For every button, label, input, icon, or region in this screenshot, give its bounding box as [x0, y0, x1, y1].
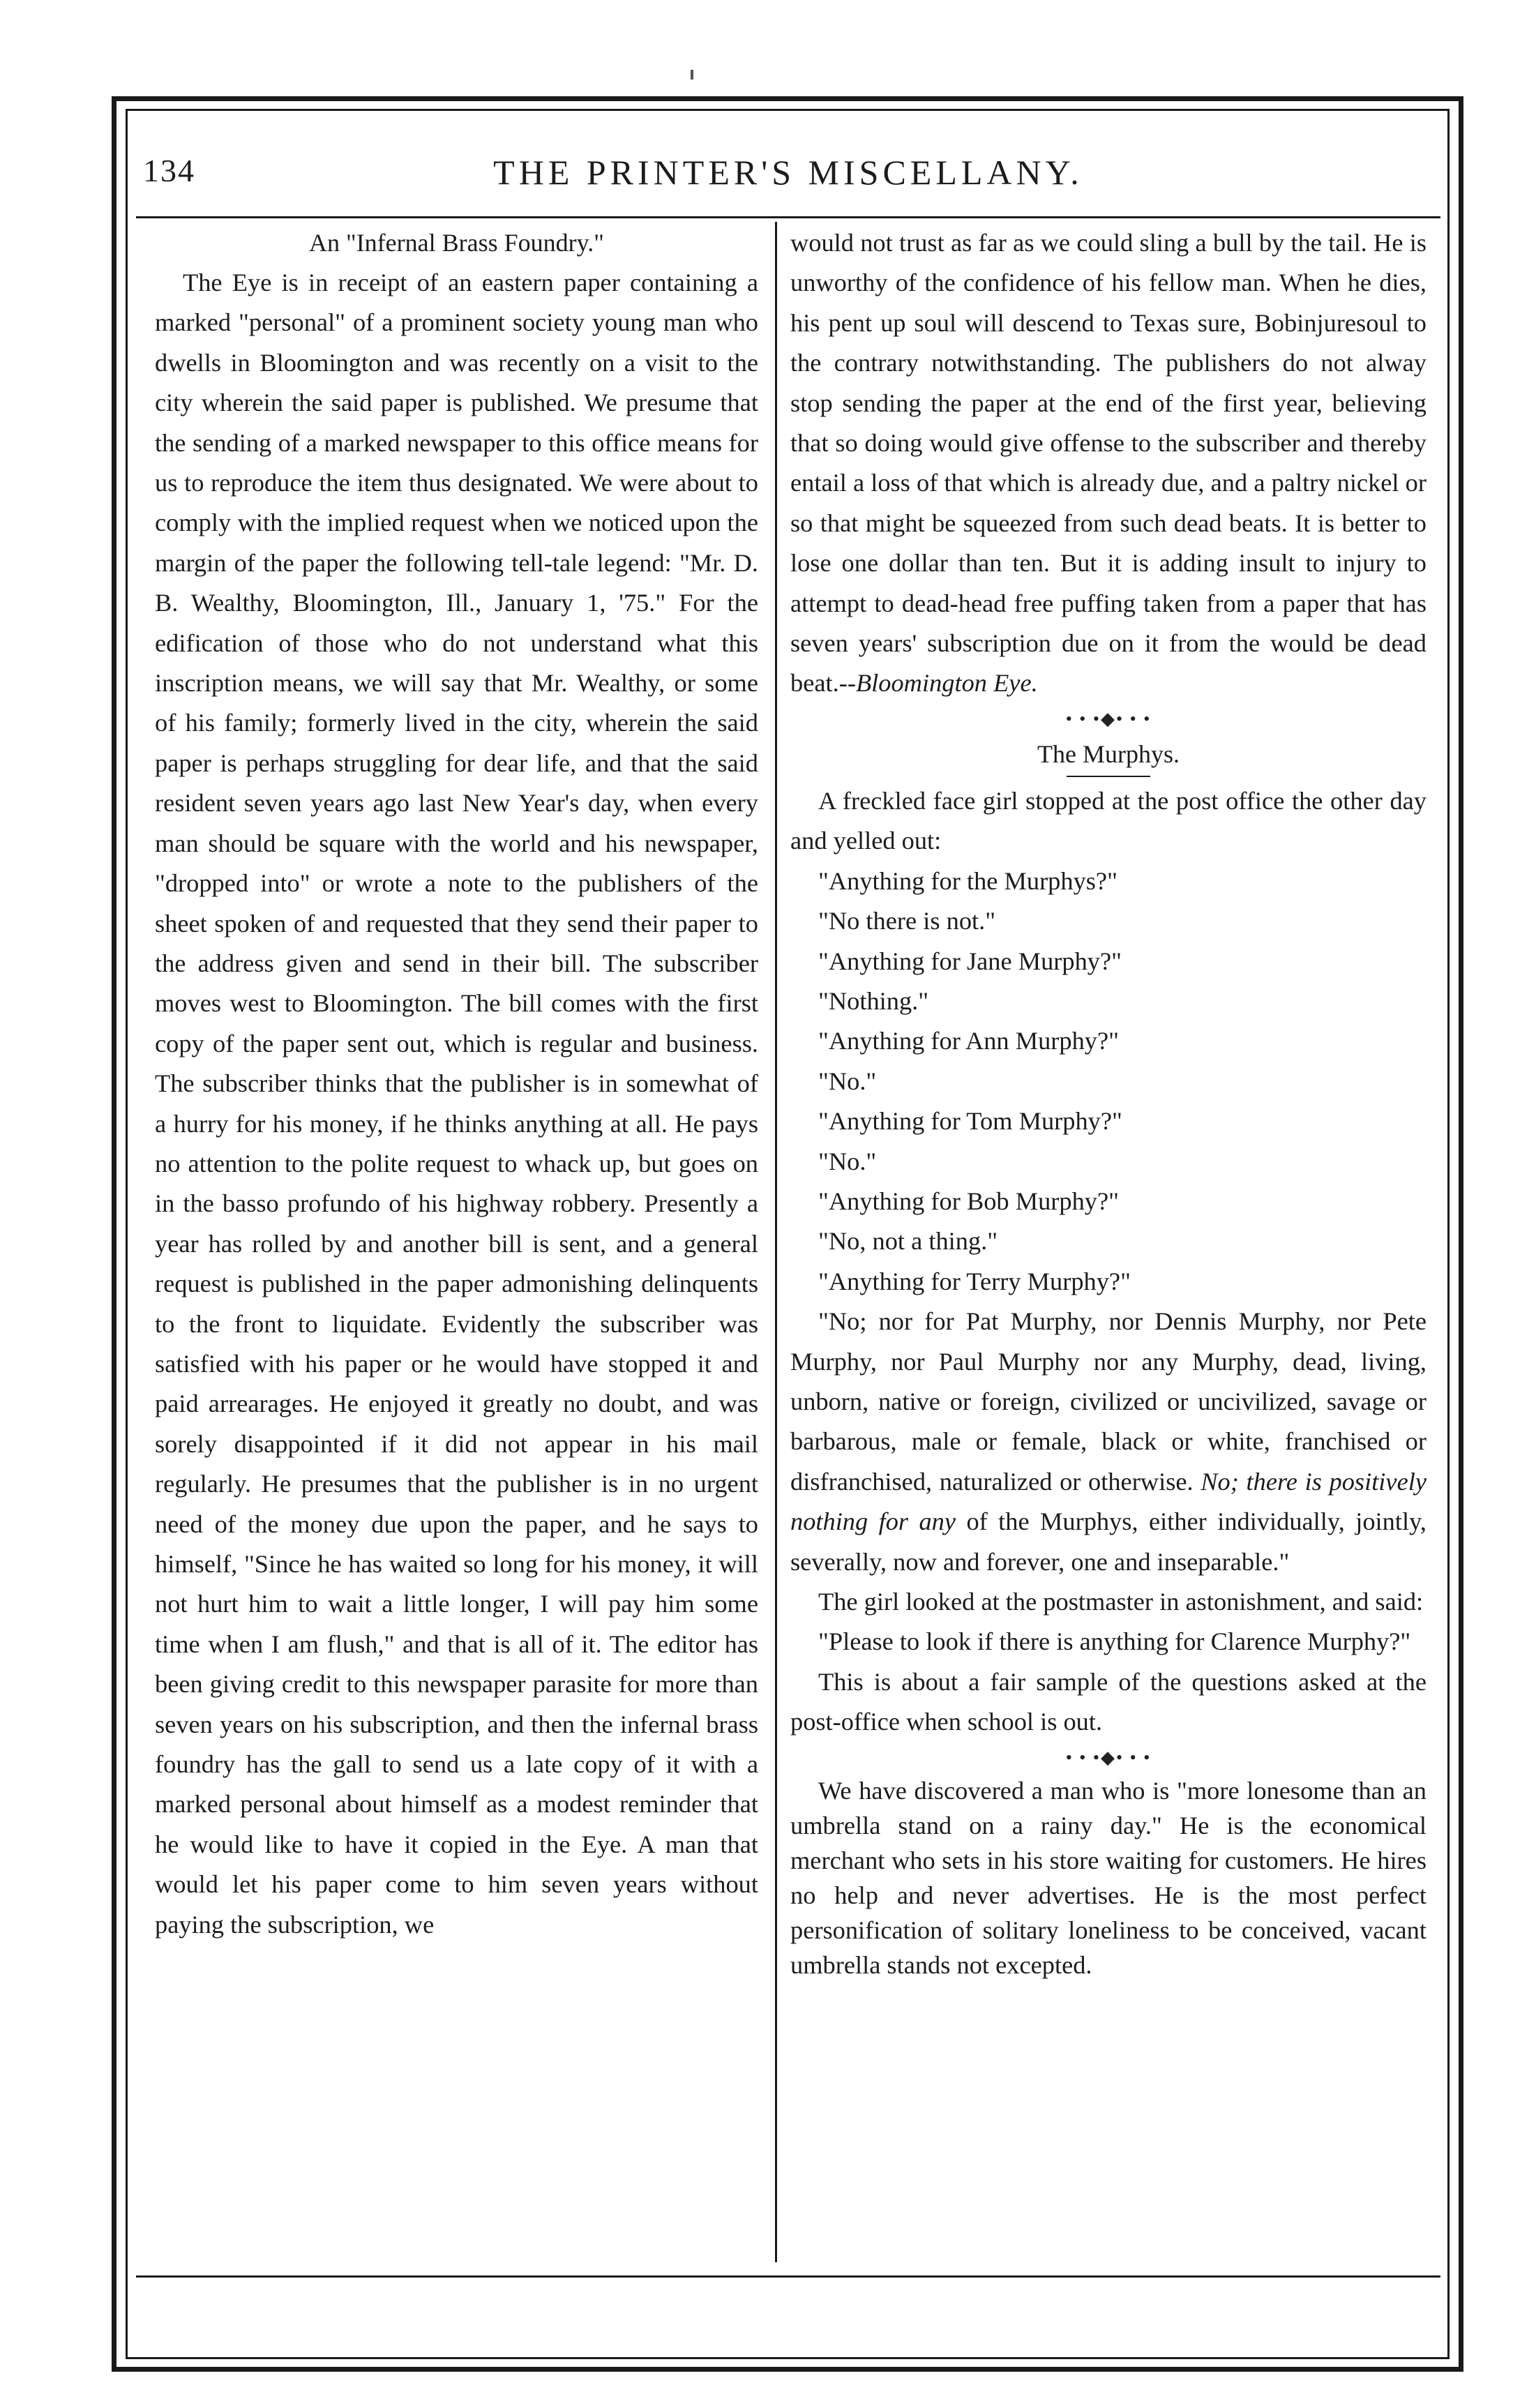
continuation-text: would not trust as far as we could sling a bull by the tail. He is unworthy of the confidence of his fellow man. When he dies, his pent up soul will descend to Texas sure, Bobinjuresoul to the contrary notwithstanding. The publishers do not alway stop sending the paper at the end of the first year, believing that so doing would give offense to the subscriber and thereby entail a loss of that which is already due, and a paltry nickel or so that might be squeezed from such dead beats. It is better to lose one dollar than ten. But it is adding insult to injury to attempt to dead-head free puffing taken from a paper that has seven years' subscription due on it from the would be dead beat.--	[790, 229, 1427, 698]
dialog-line: "Anything for Terry Murphy?"	[818, 1267, 1131, 1295]
section-ornament: • • •◆• • •	[1065, 1747, 1152, 1768]
dialog-line: "No."	[818, 1067, 877, 1095]
dialog-line: "Nothing."	[818, 986, 929, 1015]
footer-rule	[136, 2275, 1440, 2278]
long-answer-italic: No; there is positively nothing for any	[790, 1467, 1427, 1536]
left-column	[155, 223, 758, 1945]
dialog-line: "Anything for Tom Murphy?"	[818, 1107, 1122, 1136]
article-body-infernal: The Eye is in receipt of an eastern paper containing a marked "personal" of a prominent society young man who dwells in Bloomington and was recently on a visit to the city wherein the said paper is published. We presume that the sending of a marked newspaper to this office means for us to reproduce the item thus designated. We were about to comply with the implied request when we noticed upon the margin of the paper the following tell-tale legend: "Mr. D. B. Wealthy, Bloomington, Ill., January 1, '75." For the edification of those who do not understand what this inscription means, we will say that Mr. Wealthy, or some of his family; formerly lived in the city, wherein the said paper is perhaps struggling for dear life, and that the said resident seven years ago last New Year's day, when every man should be square with the world and his newspaper, "dropped into" or wrote a note to the publishers of the sheet spoken of and requested that they send their paper to the address given and send in their bill. The subscriber moves west to Bloomington. The bill comes with the first copy of the paper sent out, which is regular and business. The subscriber thinks that the publisher is in somewhat of a hurry for his money, if he thinks anything at all. He pays no attention to the polite request to whack up, but goes on in the basso profundo of his highway robbery. Presently a year has rolled by and another bill is sent, and a general request is published in the paper admonishing delinquents to the front to liquidate. Evidently the subscriber was satisfied with his paper or he would have stopped it and paid arrearages. He enjoyed it greatly no doubt, and was sorely disappointed if it did not appear in his mail regularly. He presumes that the publisher is in no urgent need of the money due upon the paper, and he says to himself, "Since he has waited so long for his money, it will not hurt him to wait a little longer, I will pay him some time when I am flush," and that is all of it. The editor has been giving credit to this newspaper parasite for more than seven years on his subscription, and then the infernal brass foundry has the gall to send us a late copy of it with a marked personal about himself as a modest reminder that he would like to have it copied in the Eye. A man that would let his paper come to him seven years without paying the subscription, we	[155, 269, 758, 1939]
continuation-source: Bloomington Eye.	[855, 669, 1038, 698]
please-look: "Please to look if there is anything for Clarence Murphy?"	[818, 1627, 1411, 1656]
dialog-line: "No there is not."	[818, 907, 996, 935]
column-divider	[775, 222, 777, 2262]
dialog-line: "Anything for Jane Murphy?"	[818, 947, 1122, 975]
running-title: THE PRINTER'S MISCELLANY.	[493, 153, 1083, 192]
dialog-line: "No, not a thing."	[818, 1227, 998, 1256]
murphys-intro: A freckled face girl stopped at the post office the other day and yelled out:	[790, 786, 1427, 855]
right-column	[790, 223, 1427, 1982]
dialog-line: "Anything for Ann Murphy?"	[818, 1027, 1119, 1055]
article-continuation	[790, 223, 1427, 704]
long-answer-end: of the Murphys, either individually, jointly, severally, now and forever, one and inseparable."	[790, 1507, 1427, 1576]
page-number: 134	[143, 153, 195, 188]
long-answer	[790, 1302, 1427, 1582]
title-rule	[1067, 776, 1150, 777]
page-mark	[691, 70, 693, 80]
dialog-line: "No."	[818, 1147, 877, 1175]
girl-looked: The girl looked at the postmaster in astonishment, and said:	[818, 1588, 1424, 1616]
long-answer-text: "No; nor for Pat Murphy, nor Dennis Murphy, nor Pete Murphy, nor Paul Murphy nor any Murphy, dead, living, unborn, native or foreign, civilized or uncivilized, savage or barbarous, male or female, black or white, franchised or disfranchised, naturalized or otherwise.	[790, 1307, 1427, 1496]
section-ornament: • • •◆• • •	[1065, 708, 1152, 729]
page-header	[136, 152, 1440, 208]
fair-sample: This is about a fair sample of the questions asked at the post-office when school is out.	[790, 1667, 1427, 1736]
article-title-infernal: An "Infernal Brass Foundry."	[309, 229, 604, 257]
dialog-line: "Anything for the Murphys?"	[818, 866, 1117, 895]
article-title-murphys: The Murphys.	[1037, 739, 1180, 768]
header-rule	[136, 216, 1440, 218]
lonesome-paragraph: We have discovered a man who is "more lonesome than an umbrella stand on a rainy day." He is the economical merchant who sets in his store waiting for customers. He hires no help and never advertises. He is the most perfect personification of solitary loneliness to be conceived, vacant umbrella stands not excepted.	[790, 1776, 1427, 1979]
dialog-line: "Anything for Bob Murphy?"	[818, 1187, 1119, 1215]
